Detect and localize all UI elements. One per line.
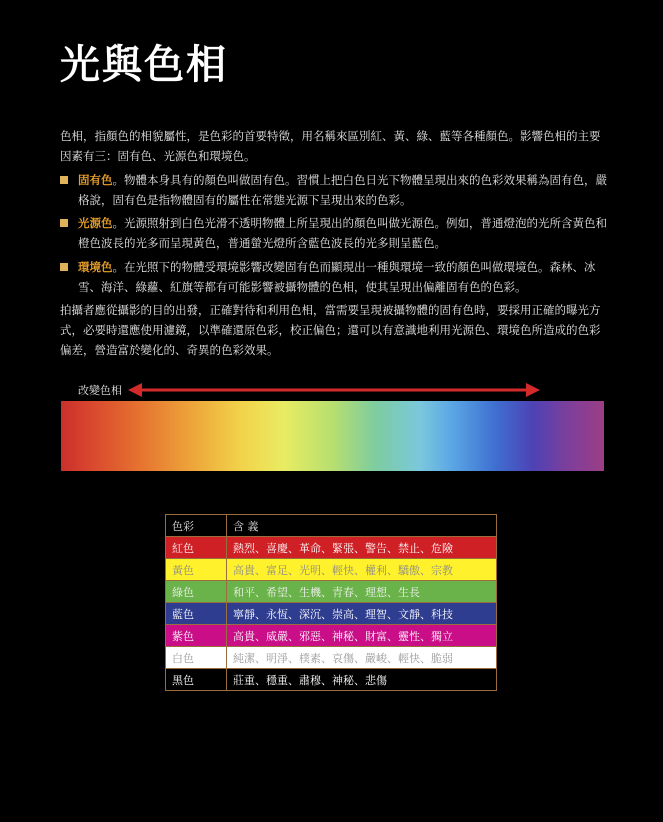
color-meaning-cell: 高貴、威嚴、邪惡、神秘、財富、靈性、獨立 bbox=[227, 625, 497, 647]
bullet-text: 。光源照射到白色光滑不透明物體上所呈現出的顏色叫做光源色。例如，普通燈泡的光所含黃色和橙色波長的光多而呈現黃色，普通螢光燈所含藍色波長的光多則呈藍色。 bbox=[78, 216, 607, 250]
arrow-head-left bbox=[128, 383, 142, 397]
table-row bbox=[166, 537, 497, 559]
color-name-cell: 綠色 bbox=[166, 581, 227, 603]
table-row bbox=[166, 625, 497, 647]
table-row bbox=[166, 603, 497, 625]
table-row bbox=[166, 669, 497, 691]
bullet-marker-icon bbox=[60, 176, 68, 184]
bullet-term: 光源色 bbox=[78, 216, 113, 230]
arrow-head-right bbox=[526, 383, 540, 397]
intro-paragraph: 色相，指顏色的相貌屬性，是色彩的首要特徵，用名稱來區別紅、黃、綠、藍等各種顏色。影響色相的主要因素有三：固有色、光源色和環境色。 bbox=[60, 129, 601, 163]
bullet-text: 。在光照下的物體受環境影響改變固有色而顯現出一種與環境一致的顏色叫做環境色。森林、冰雪、海洋、綠蘿、紅旗等都有可能影響被攝物體的色相，使其呈現出偏離固有色的色彩。 bbox=[78, 260, 596, 294]
bullet-term: 環境色 bbox=[78, 260, 113, 274]
color-meaning-cell: 和平、希望、生機、青春、理想、生長 bbox=[227, 581, 497, 603]
header-meaning: 含 義 bbox=[227, 515, 497, 537]
color-meaning-cell: 熱烈、喜慶、革命、緊張、警告、禁止、危險 bbox=[227, 537, 497, 559]
color-spectrum-bar bbox=[61, 401, 604, 471]
table-row bbox=[166, 559, 497, 581]
bullet-environment-color bbox=[60, 257, 608, 297]
bullet-term: 固有色 bbox=[78, 173, 113, 187]
color-name-cell: 白色 bbox=[166, 647, 227, 669]
bullet-marker-icon bbox=[60, 263, 68, 271]
color-name-cell: 黃色 bbox=[166, 559, 227, 581]
table-row bbox=[166, 647, 497, 669]
color-meaning-table bbox=[165, 514, 497, 691]
color-name-cell: 藍色 bbox=[166, 603, 227, 625]
table-header-row bbox=[166, 515, 497, 537]
table-row bbox=[166, 581, 497, 603]
bullet-text: 。物體本身具有的顏色叫做固有色。習慣上把白色日光下物體呈現出來的色彩效果稱為固有色，嚴格說，固有色是指物體固有的屬性在常態光源下呈現出來的色彩。 bbox=[78, 173, 607, 207]
color-name-cell: 紫色 bbox=[166, 625, 227, 647]
header-color: 色彩 bbox=[166, 515, 227, 537]
double-arrow-icon bbox=[128, 381, 540, 399]
color-meaning-cell: 純潔、明淨、樸素、哀傷、嚴峻、輕快、脆弱 bbox=[227, 647, 497, 669]
color-meaning-cell: 寧靜、永恆、深沉、崇高、理智、文靜、科技 bbox=[227, 603, 497, 625]
color-meaning-cell: 高貴、富足、光明、輕快、權利、驕傲、宗教 bbox=[227, 559, 497, 581]
bullet-inherent-color bbox=[60, 170, 608, 210]
color-name-cell: 黑色 bbox=[166, 669, 227, 691]
color-meaning-cell: 莊重、穩重、肅穆、神秘、悲傷 bbox=[227, 669, 497, 691]
bullet-light-source-color bbox=[60, 213, 608, 253]
page-title: 光與色相 bbox=[60, 42, 228, 88]
closing-paragraph: 拍攝者應從攝影的目的出發，正確對待和利用色相，當需要呈現被攝物體的固有色時，要採用正確的曝光方式，必要時還應使用濾鏡，以準確還原色彩，校正偏色；還可以有意識地利用光源色、環境色所造成的色彩偏差，營造富於變化的、奇異的色彩效果。 bbox=[60, 303, 601, 357]
hue-change-label: 改變色相 bbox=[78, 384, 122, 397]
bullet-marker-icon bbox=[60, 219, 68, 227]
color-name-cell: 紅色 bbox=[166, 537, 227, 559]
